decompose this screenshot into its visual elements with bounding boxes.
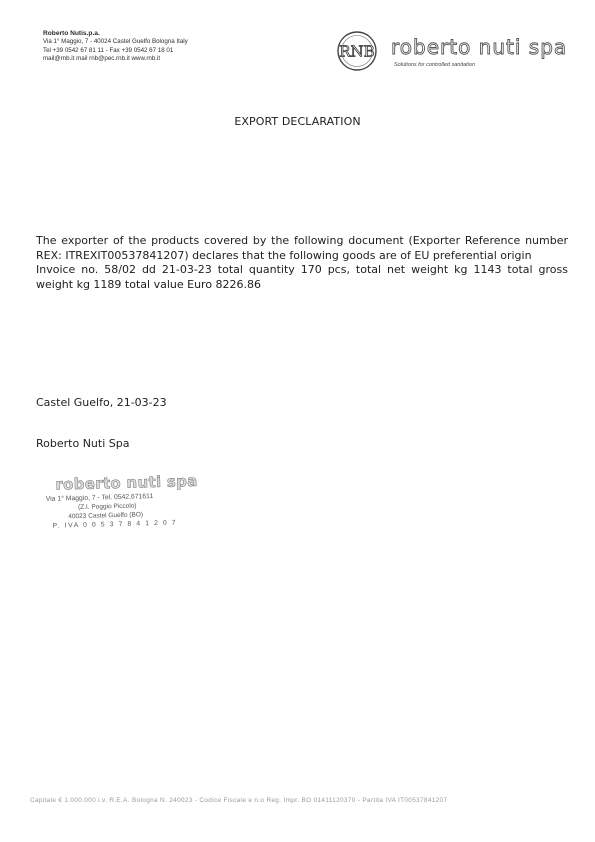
signatory-name: Roberto Nuti Spa bbox=[36, 437, 130, 450]
legal-footer: Capitale € 1.000.000 i.v. R.E.A. Bologna N. 240023 - Codice Fiscale e n.o Reg. Impr. BO 01411120370 - Partita IVA IT00537841207 bbox=[30, 797, 448, 804]
invoice-details: Invoice no. 58/02 dd 21-03-23 total quantity 170 pcs, total net weight kg 1143 total gross weight kg 1189 total value Euro 8226.86 bbox=[36, 263, 568, 291]
place-and-date: Castel Guelfo, 21-03-23 bbox=[36, 396, 167, 409]
stamp-vat: P. IVA 0 0 5 3 7 8 4 1 2 0 7 bbox=[52, 519, 178, 530]
company-stamp bbox=[37, 472, 199, 538]
stamp-zone: (Z.I. Poggio Piccolo) bbox=[77, 502, 137, 512]
logo-emblem-text: RNB bbox=[339, 42, 375, 61]
logo-wordmark: roberto nuti spa bbox=[391, 35, 568, 59]
stamp-city: 40023 Castel Guelfo (BO) bbox=[68, 511, 144, 521]
logo-tagline: Solutions for controlled sanitation bbox=[394, 62, 476, 68]
company-phone: Tel +39 0542 67 81 11 - Fax +39 0542 67 18 01 bbox=[43, 46, 174, 54]
company-name: Roberto Nutis.p.a. bbox=[43, 30, 100, 37]
stamp-address: Via 1° Maggio, 7 - Tel. 0542.671611 bbox=[45, 493, 154, 503]
declaration-body bbox=[36, 234, 568, 292]
company-address: Via 1° Maggio, 7 - 40024 Castel Guelfo Bologna Italy bbox=[43, 38, 188, 46]
company-emails: mail@rnb.it mail rnb@pec.rnb.it www.rnb.it bbox=[43, 55, 161, 63]
document-title: EXPORT DECLARATION bbox=[234, 115, 361, 128]
rnb-logo-icon bbox=[333, 30, 381, 72]
declaration-paragraph: The exporter of the products covered by the following document (Exporter Reference number REX: ITREXIT00537841207) declares that the following goods are of EU preferential origin bbox=[36, 234, 568, 262]
stamp-company-name: roberto nuti spa bbox=[55, 471, 198, 494]
company-letterhead bbox=[43, 30, 293, 64]
